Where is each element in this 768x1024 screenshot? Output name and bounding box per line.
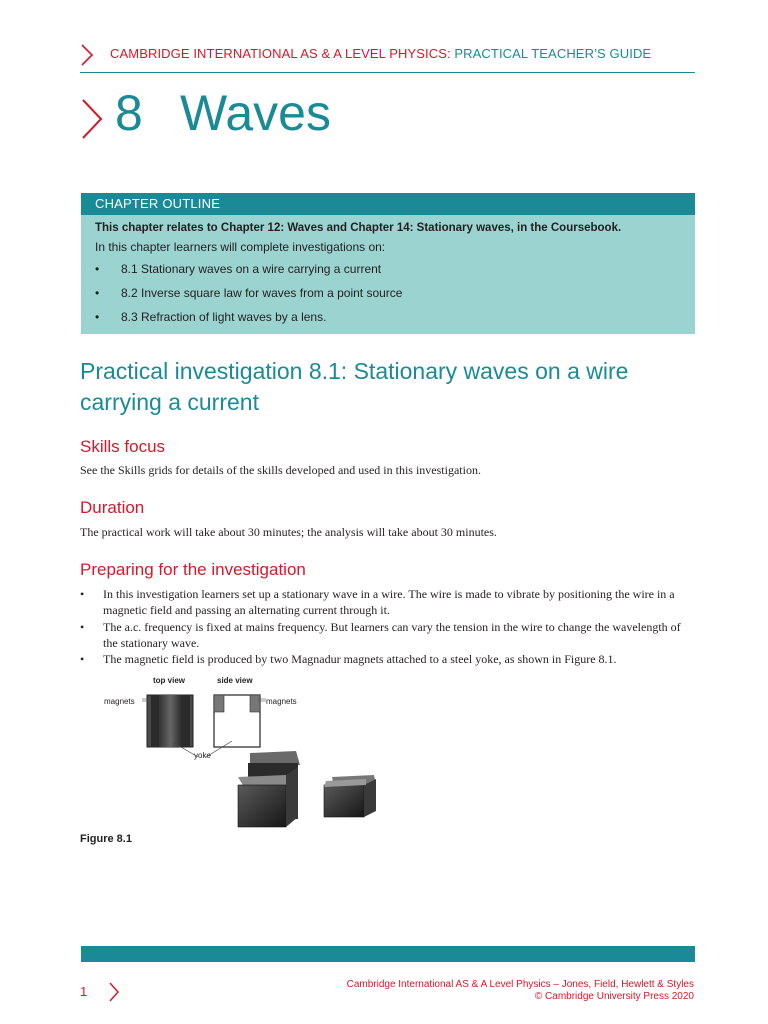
list-item — [80, 619, 695, 651]
bullet: • — [80, 587, 85, 601]
magnets-label-left: magnets — [104, 697, 135, 706]
yoke-label: yoke — [194, 751, 211, 760]
chevron-right-icon — [80, 98, 104, 140]
top-view-label: top view — [153, 676, 186, 685]
outline-relates: This chapter relates to Chapter 12: Waves and Chapter 14: Stationary waves, in the Coursebook. — [95, 222, 622, 234]
bullet: • — [95, 262, 100, 276]
page-number: 1 — [80, 984, 88, 999]
bullet: • — [95, 310, 100, 324]
bullet: • — [80, 652, 85, 666]
outline-item-text: 8.2 Inverse square law for waves from a point source — [121, 286, 403, 300]
outline-item-text: 8.1 Stationary waves on a wire carrying a current — [121, 262, 382, 276]
header-rule — [80, 72, 695, 73]
skills-heading: Skills focus — [80, 437, 166, 456]
chapter-title: Waves — [180, 85, 331, 141]
figure-caption: Figure 8.1 — [80, 833, 132, 845]
outline-item — [95, 262, 381, 276]
list-item — [80, 651, 695, 667]
list-item-text: The a.c. frequency is fixed at mains frequency. But learners can vary the tension in the wire to change the wavelength of the stationary wave. — [103, 620, 681, 650]
outline-item — [95, 310, 326, 324]
top-view-drawing — [142, 695, 193, 747]
chapter-number: 8 — [115, 85, 143, 141]
investigation-title: Practical investigation 8.1: Stationary waves on a wire carrying a current — [80, 358, 629, 415]
duration-heading: Duration — [80, 498, 145, 517]
chapter-outline-header — [81, 193, 695, 215]
magnet-yoke-diagram — [100, 685, 400, 835]
side-view-label: side view — [217, 676, 253, 685]
book-title: CAMBRIDGE INTERNATIONAL AS & A LEVEL PHYSICS: — [110, 46, 451, 61]
outline-item — [95, 286, 402, 300]
bullet: • — [80, 620, 85, 634]
bullet: • — [95, 286, 100, 300]
duration-text: The practical work will take about 30 minutes; the analysis will take about 30 minutes. — [80, 525, 497, 539]
chevron-right-icon — [108, 982, 120, 1002]
chapter-outline-heading: CHAPTER OUTLINE — [95, 196, 221, 211]
list-item — [80, 586, 695, 618]
guide-title: PRACTICAL TEACHER’S GUIDE — [454, 46, 652, 61]
outline-intro: In this chapter learners will complete investigations on: — [95, 240, 386, 254]
footer-bar — [81, 946, 695, 962]
outline-item-text: 8.3 Refraction of light waves by a lens. — [121, 310, 327, 324]
chevron-right-icon — [80, 44, 94, 66]
skills-text: See the Skills grids for details of the skills developed and used in this investigation. — [80, 463, 481, 477]
magnets-label-right: magnets — [266, 697, 297, 706]
list-item-text: In this investigation learners set up a stationary wave in a wire. The wire is made to vibrate by positioning the wire in a magnetic field and passing an alternating current through it. — [103, 587, 675, 617]
running-header — [110, 46, 651, 61]
magnet-assembly-photo-large — [238, 751, 300, 827]
side-view-drawing — [214, 695, 266, 747]
magnet-assembly-photo-small — [324, 775, 376, 817]
footer-copyright: © Cambridge University Press 2020 — [534, 991, 694, 1002]
list-item-text: The magnetic field is produced by two Magnadur magnets attached to a steel yoke, as shown in Figure 8.1. — [103, 652, 617, 666]
preparing-heading: Preparing for the investigation — [80, 560, 306, 579]
footer-credit: Cambridge International AS & A Level Physics – Jones, Field, Hewlett & Styles — [346, 979, 694, 990]
